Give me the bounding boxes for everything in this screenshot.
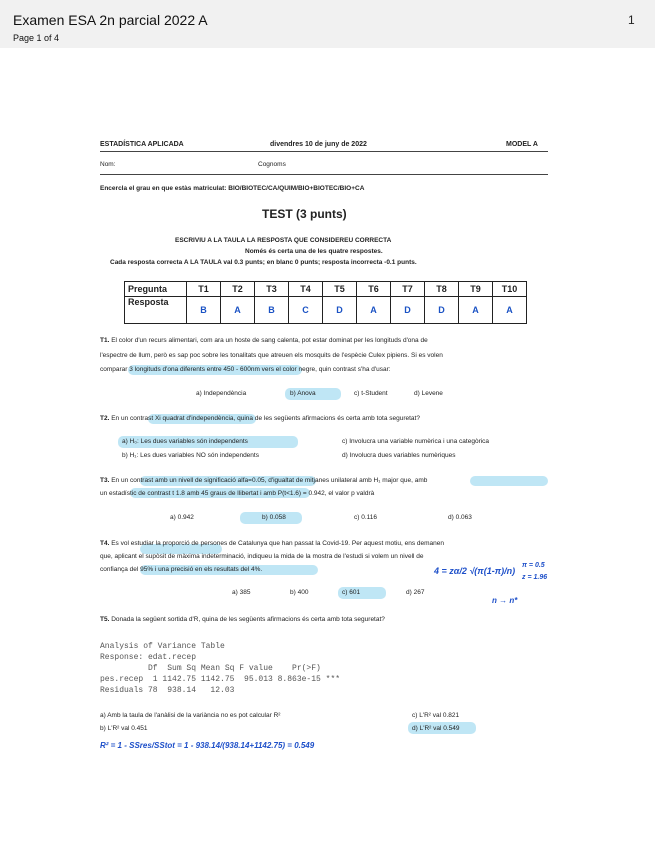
answer-cell[interactable]: A <box>493 297 527 324</box>
q3-line2: un estadístic de contrast t 1.8 amb 45 graus de llibertat i amb P(t<1.6) = 0.942, el valor p valdrà <box>100 490 375 497</box>
row-label-answer: Resposta <box>125 297 187 324</box>
q4-handwritten-pi: π = 0.5 <box>522 562 545 569</box>
question-cell: T9 <box>459 282 493 297</box>
question-number: T1. <box>100 337 110 344</box>
q1-option-b[interactable]: b) Anova <box>290 390 316 397</box>
document-page <box>0 48 655 848</box>
q1-line3: comparar 3 longituds d'ona diferents entre 450 - 600nm vers el color negre, quin contrast s'ha d'usar: <box>100 366 391 373</box>
instruction-2: Només és certa una de les quatre respostes. <box>245 248 383 255</box>
name-label: Nom: <box>100 161 116 168</box>
r-output-code <box>100 641 340 696</box>
question-cell: T3 <box>255 282 289 297</box>
q3-line1: En un contrast amb un nivell de significació alfa=0.05, d'igualtat de mitjanes unilateral amb H₁ major que, amb <box>111 477 428 484</box>
page-indicator: Page 1 of 4 <box>13 33 60 43</box>
q5-option-d[interactable]: d) L'R² val 0.549 <box>412 725 460 732</box>
q2-option-a[interactable]: a) H₀: Les dues variables són independents <box>122 438 248 445</box>
question-number: T4. <box>100 540 110 547</box>
answer-cell[interactable]: B <box>255 297 289 324</box>
q1-option-a[interactable]: a) Independència <box>196 390 247 397</box>
exam-date: divendres 10 de juny de 2022 <box>270 141 367 148</box>
answer-cell[interactable]: A <box>357 297 391 324</box>
q1-line2: l'espectre de llum, però es sap poc sobre les tonalitats que atreuen els mosquits de l'espècie Culex pipiens. Si es volen <box>100 352 443 359</box>
q5-option-a[interactable]: a) Amb la taula de l'anàlisi de la variància no es pot calcular R² <box>100 712 281 719</box>
document-title: Examen ESA 2n parcial 2022 A <box>13 12 208 28</box>
q2-option-d[interactable]: d) Involucra dues variables numèriques <box>342 452 456 459</box>
q4-option-a[interactable]: a) 385 <box>232 589 251 596</box>
q4-line1: Es vol estudiar la proporció de persones de Catalunya que han passat la Covid-19. Per aquest motiu, ens demanen <box>111 540 445 547</box>
code-line: Residuals 78 938.14 12.03 <box>100 686 235 695</box>
exam-model: MODEL A <box>506 141 538 148</box>
q3-option-c[interactable]: c) 0.116 <box>354 514 378 521</box>
code-line: pes.recep 1 1142.75 1142.75 95.013 8.863e-15 *** <box>100 675 341 684</box>
row-label-question: Pregunta <box>125 282 187 297</box>
answer-cell[interactable]: A <box>221 297 255 324</box>
q4-line2: que, aplicant el supòsit de màxima indeterminació, indiqueu la mida de la mostra de l'estudi si volem un nivell de <box>100 553 424 560</box>
page-number: 1 <box>628 13 635 27</box>
q1-option-d[interactable]: d) Levene <box>414 390 443 397</box>
question-cell: T8 <box>425 282 459 297</box>
code-line: Response: edat.recep <box>100 653 197 662</box>
name-rule <box>100 174 548 175</box>
question-number: T3. <box>100 477 110 484</box>
question-cell: T6 <box>357 282 391 297</box>
question-cell: T5 <box>323 282 357 297</box>
q5-option-b[interactable]: b) L'R² val 0.451 <box>100 725 148 732</box>
answer-cell[interactable]: D <box>425 297 459 324</box>
q3-option-a[interactable]: a) 0.942 <box>170 514 194 521</box>
question-cell: T1 <box>187 282 221 297</box>
q5-option-c[interactable]: c) L'R² val 0.821 <box>412 712 460 719</box>
question-cell: T7 <box>391 282 425 297</box>
code-line: Analysis of Variance Table <box>100 642 225 651</box>
question-number: T2. <box>100 415 110 422</box>
q3-option-b[interactable]: b) 0.058 <box>262 514 286 521</box>
q2-option-c[interactable]: c) Involucra una variable numèrica i una categòrica <box>342 438 490 445</box>
q4-line3: confiança del 95% i una precisió en els resultats del 4%. <box>100 566 263 573</box>
answer-cell[interactable]: D <box>391 297 425 324</box>
instruction-1: ESCRIVIU A LA TAULA LA RESPOSTA QUE CONSIDEREU CORRECTA <box>175 237 392 244</box>
enrolment-line: Encercla el grau en que estàs matriculat: BIO/BIOTEC/CA/QUIM/BIO+BIOTEC/BIO+CA <box>100 185 365 192</box>
q4-option-c[interactable]: c) 601 <box>342 589 361 596</box>
q1-line1: El color d'un recurs alimentari, com ara un hoste de sang calenta, pot estar dominat per les longituds d'ona de <box>111 337 428 344</box>
header-rule <box>100 151 548 152</box>
q2-line1: En un contrast Xi quadrat d'independència, quina de les següents afirmacions és certa amb tota seguretat? <box>111 415 420 422</box>
code-line: Df Sum Sq Mean Sq F value Pr(>F) <box>100 664 321 673</box>
question-cell: T10 <box>493 282 527 297</box>
answer-cell[interactable]: C <box>289 297 323 324</box>
test-title: TEST (3 punts) <box>262 207 347 221</box>
surname-label: Cognoms <box>258 161 286 168</box>
question-cell: T4 <box>289 282 323 297</box>
highlight <box>470 476 548 486</box>
q4-handwritten-formula: 4 = zα/2 √(π(1-π)/n) <box>434 566 516 576</box>
q5-line1: Donada la següent sortida d'R, quina de les següents afirmacions és certa amb tota seguretat? <box>111 616 385 623</box>
answer-cell[interactable]: B <box>187 297 221 324</box>
q5-handwritten-calculation: R² = 1 - SSres/SStot = 1 - 938.14/(938.14+1142.75) = 0.549 <box>100 741 315 750</box>
instruction-3: Cada resposta correcta A LA TAULA val 0.3 punts; en blanc 0 punts; resposta incorrecta -0.1 punts. <box>110 259 417 266</box>
answer-cell[interactable]: A <box>459 297 493 324</box>
q4-handwritten-n: n → n* <box>492 596 518 605</box>
q1-option-c[interactable]: c) t-Student <box>354 390 388 397</box>
q4-option-b[interactable]: b) 400 <box>290 589 309 596</box>
q3-option-d[interactable]: d) 0.063 <box>448 514 472 521</box>
question-number: T5. <box>100 616 110 623</box>
answer-table <box>124 281 527 324</box>
q4-option-d[interactable]: d) 267 <box>406 589 425 596</box>
answer-cell[interactable]: D <box>323 297 357 324</box>
q2-option-b[interactable]: b) H₁: Les dues variables NO són independents <box>122 452 259 459</box>
course-title: ESTADÍSTICA APLICADA <box>100 141 184 148</box>
q4-handwritten-z: z = 1.96 <box>522 574 548 581</box>
question-cell: T2 <box>221 282 255 297</box>
